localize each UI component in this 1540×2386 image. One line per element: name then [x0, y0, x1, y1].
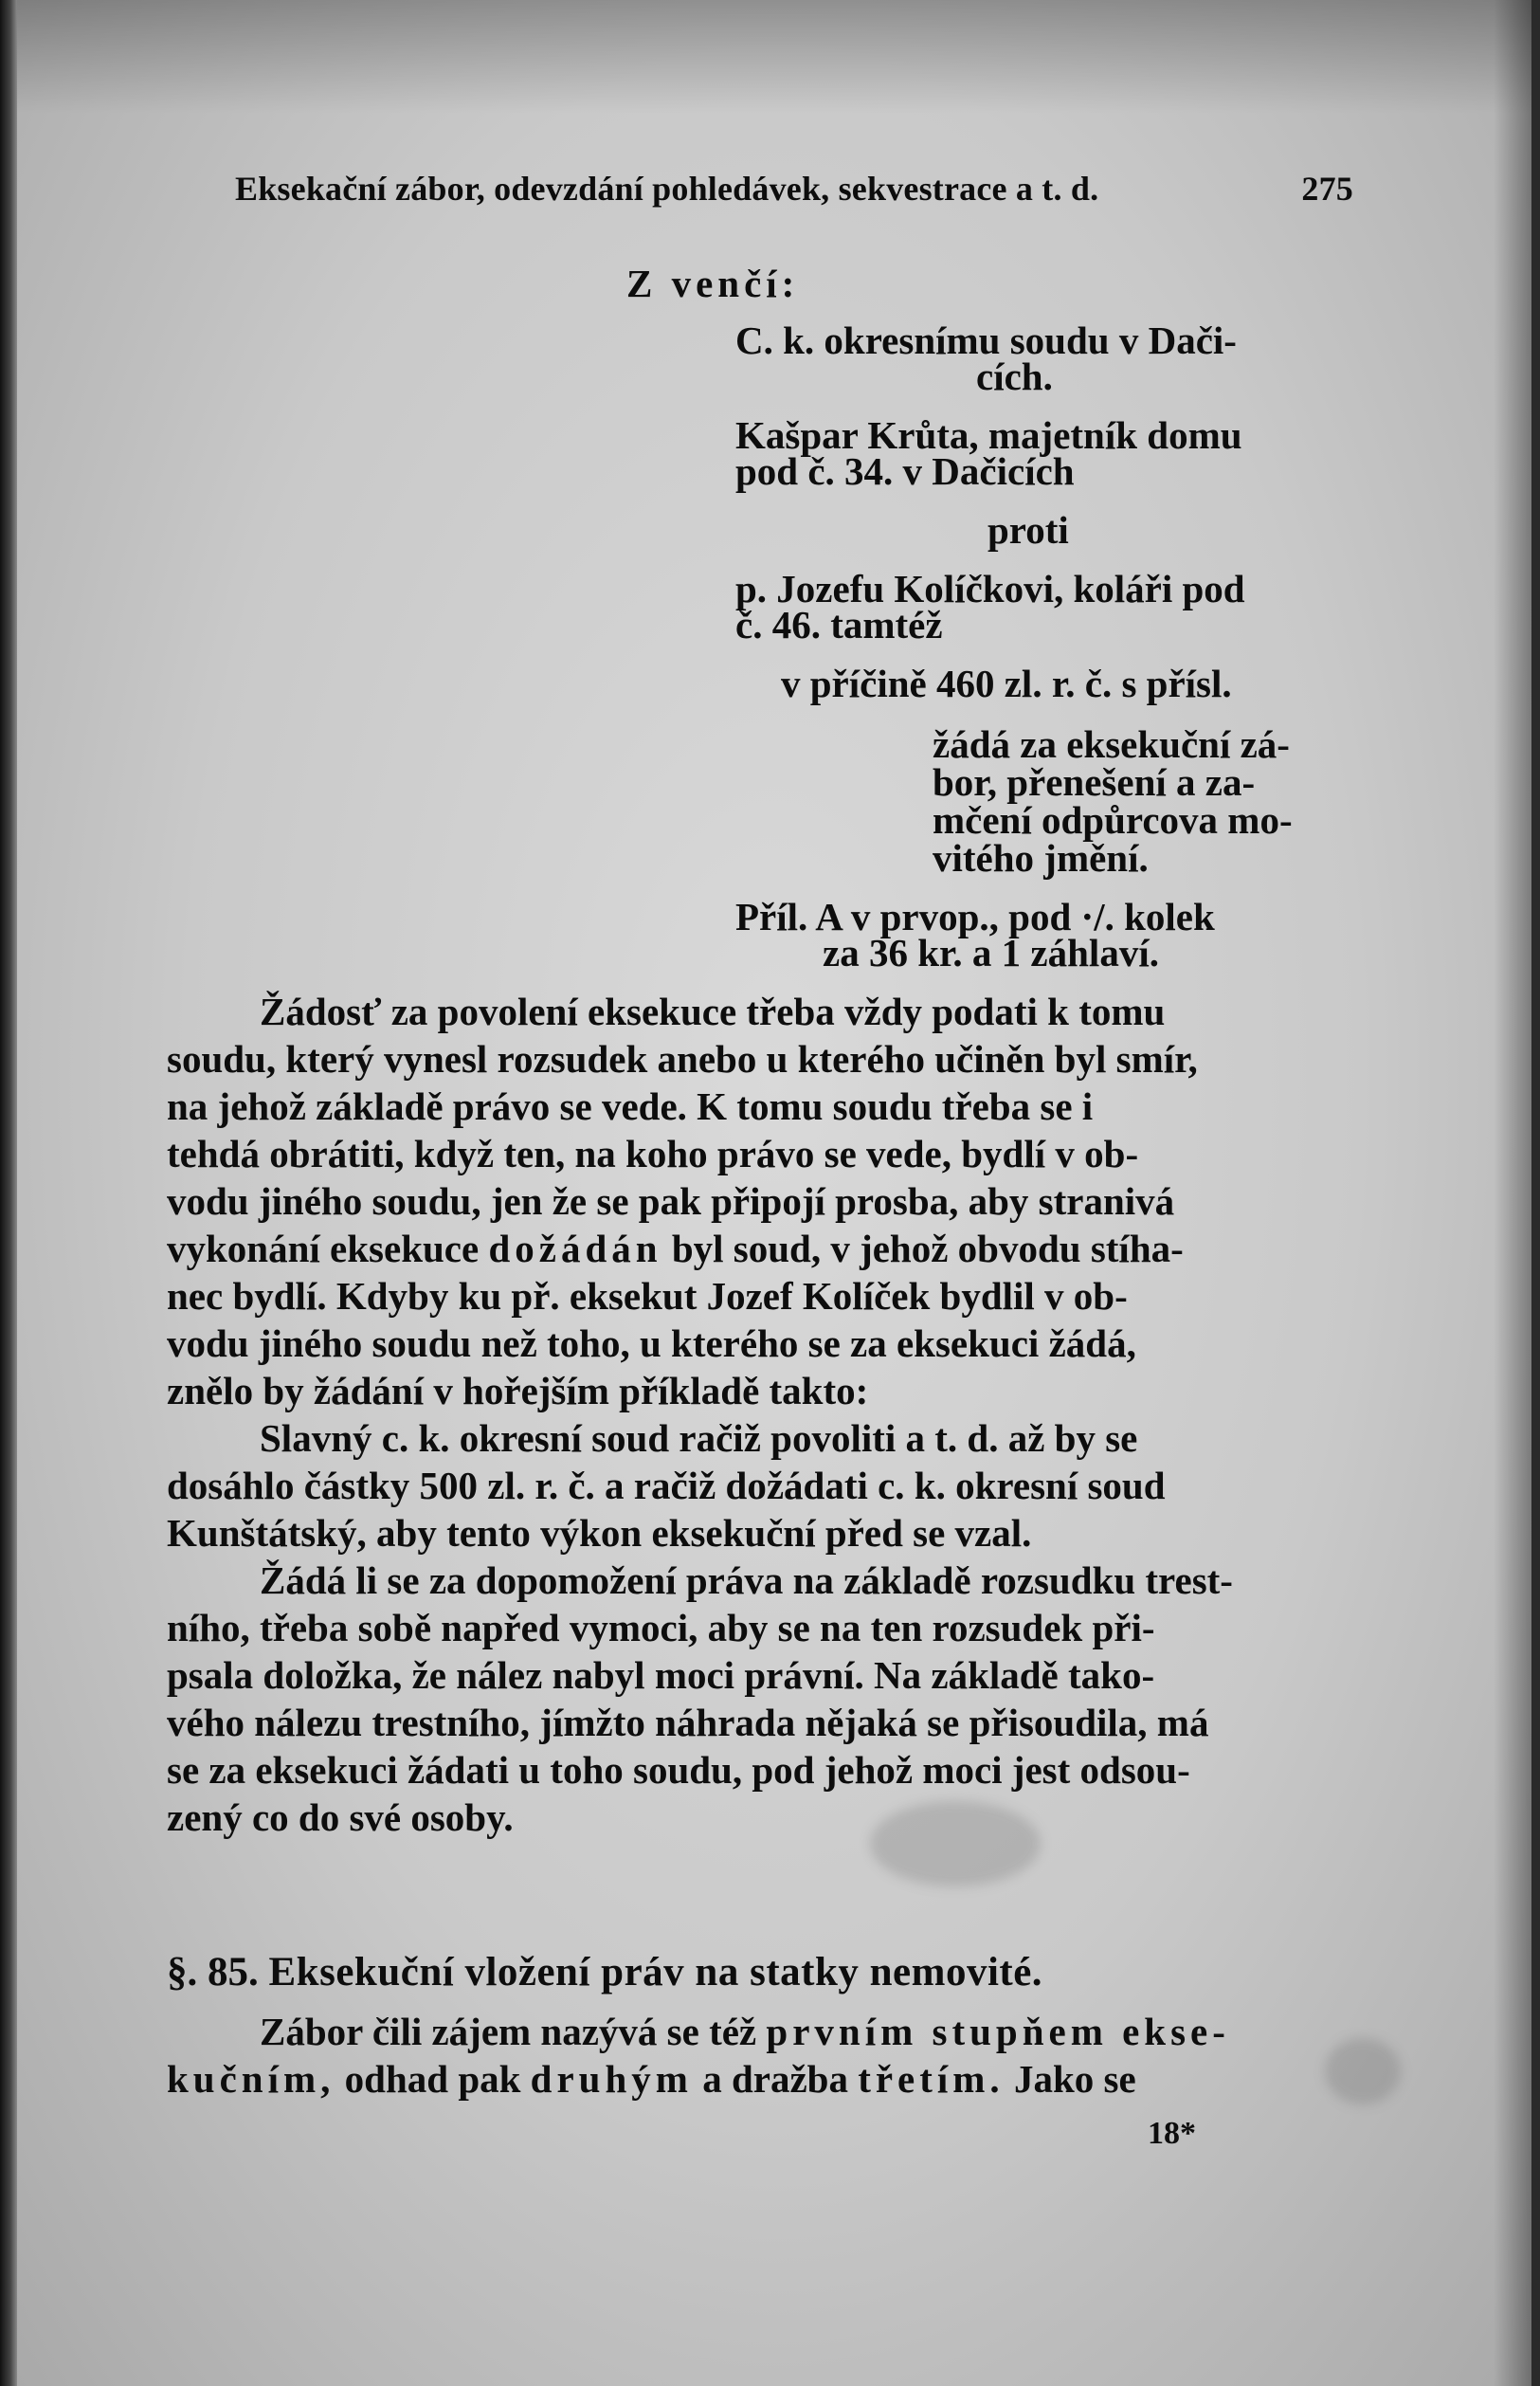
page-gutter [0, 0, 17, 2386]
section-heading [167, 1948, 1353, 1997]
text-line: na jehož základě právo se vede. K tomu soudu třeba se i [167, 1084, 1094, 1128]
text-line: vodu jiného soudu, jen že se pak připojí prosba, aby stranivá [167, 1179, 1175, 1223]
text-span: byl soud, v jehož obvodu stíha- [671, 1227, 1184, 1270]
text-span: vykonání eksekuce [167, 1227, 480, 1270]
defendant-line-1: p. Jozefu Kolíčkovi, koláři pod [735, 567, 1245, 610]
text-span: a dražba [702, 2057, 848, 2101]
emphasized-text: třetím. [858, 2057, 1005, 2101]
page-number: 275 [1301, 170, 1353, 208]
text-span: Jako se [1013, 2057, 1136, 2101]
signature-mark: 18* [1148, 2116, 1196, 2151]
request-line-4: vitého jmění. [933, 836, 1149, 880]
text-span: odhad pak [344, 2057, 521, 2101]
emphasized-text: prvním stupňem ekse- [766, 2010, 1230, 2053]
plaintiff-line-2: pod č. 34. v Dačicích [735, 449, 1075, 493]
body-text [167, 988, 1353, 1841]
versus-label: proti [987, 508, 1069, 552]
text-line: se za eksekuci žádati u toho soudu, pod jehož moci jest odsou- [167, 1748, 1190, 1792]
page-shadow-top [17, 0, 1531, 114]
request-line-3: mčení odpůrcova mo- [933, 798, 1293, 842]
amount-line: v příčině 460 zl. r. č. s přísl. [781, 662, 1232, 705]
text-line [167, 2008, 1353, 2055]
section-number: §. 85. [167, 1950, 259, 1994]
text-span: Zábor čili zájem nazývá se též [260, 2010, 757, 2053]
header-title: Eksekační zábor, odevzdání pohledávek, sekvestrace a t. d. [235, 170, 1099, 208]
paragraph-2 [167, 1414, 1353, 1557]
document-page [17, 0, 1531, 2386]
address-heading: Z venčí: [626, 262, 800, 305]
paragraph-3 [167, 1557, 1353, 1841]
text-line: soudu, který vynesl rozsudek anebo u kterého učiněn byl smír, [167, 1037, 1198, 1081]
court-line-1: C. k. okresnímu soudu v Dači- [735, 319, 1237, 362]
text-line: psala doložka, že nález nabyl moci právní. Na základě tako- [167, 1653, 1155, 1697]
emphasized-text: druhým [530, 2057, 693, 2101]
text-line: ního, třeba sobě napřed vymoci, aby se na ten rozsudek při- [167, 1606, 1155, 1649]
text-line: vodu jiného soudu než toho, u kterého se za eksekuci žádá, [167, 1321, 1136, 1365]
closing-text [167, 2008, 1353, 2103]
emphasized-text: kučním, [167, 2057, 335, 2101]
attachment-line-2: za 36 kr. a 1 záhlaví. [823, 931, 1159, 974]
request-line-2: bor, přenešení a za- [933, 760, 1256, 804]
text-line: Žádosť za povolení eksekuce třeba vždy podati k tomu [260, 990, 1166, 1033]
plaintiff-line-1: Kašpar Krůta, majetník domu [735, 413, 1242, 457]
text-line: tehdá obrátiti, když ten, na koho právo se vede, bydlí v ob- [167, 1132, 1139, 1175]
text-line: znělo by žádání v hořejším příkladě takto: [167, 1369, 869, 1412]
emphasized-text: dožádán [488, 1227, 662, 1270]
attachment-line-1: Příl. A v prvop., pod ·/. kolek [735, 895, 1215, 938]
text-line: zený co do své osoby. [167, 1795, 514, 1839]
text-line: nec bydlí. Kdyby ku př. eksekut Jozef Kolíček bydlil v ob- [167, 1274, 1128, 1318]
text-line [167, 2055, 1353, 2103]
text-line [167, 1225, 1353, 1272]
request-line-1: žádá za eksekuční zá- [933, 722, 1290, 766]
text-line: Žádá li se za dopomožení práva na základě rozsudku trest- [260, 1558, 1233, 1602]
text-line: vého nálezu trestního, jímžto náhrada nějaká se přisoudila, má [167, 1701, 1209, 1744]
page-shadow-right [1494, 0, 1531, 2386]
running-header [235, 169, 1353, 209]
section-title: Eksekuční vložení práv na statky nemovité. [268, 1950, 1043, 1994]
defendant-line-2: č. 46. tamtéž [735, 603, 943, 647]
paragraph-1 [167, 988, 1353, 1414]
text-line: Kunštátský, aby tento výkon eksekuční před se vzal. [167, 1511, 1032, 1555]
text-line: dosáhlo částky 500 zl. r. č. a račiž dožádati c. k. okresní soud [167, 1464, 1166, 1507]
court-line-2: cích. [976, 355, 1053, 398]
text-line: Slavný c. k. okresní soud račiž povoliti a t. d. až by se [260, 1416, 1138, 1460]
